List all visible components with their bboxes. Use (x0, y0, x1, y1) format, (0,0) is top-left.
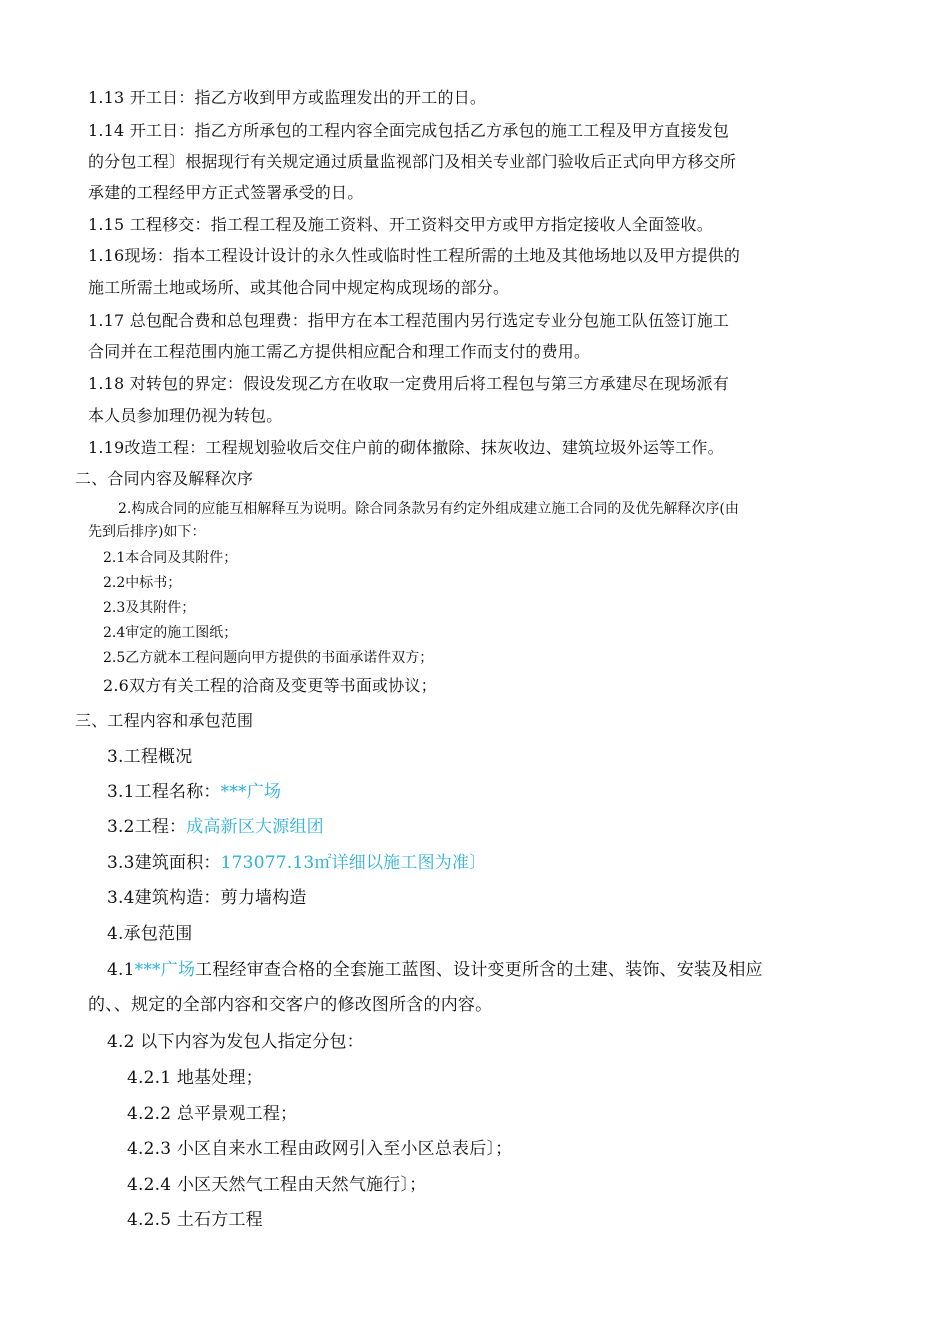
subsection-3-title: 3.工程概况 (107, 747, 193, 767)
section-2-intro-line1: 2.构成合同的应能互相解释互为说明。除合同条款另有约定外组成建立施工合同的及优先解释次序(由 (118, 501, 739, 517)
clause-4-2-4: 4.2.4 小区天然气工程由天然气施行〕； (127, 1175, 427, 1195)
clause-4-1-prefix: 4.1 (107, 960, 135, 980)
project-name: ***广场 (220, 782, 282, 802)
clause-4-2-2: 4.2.2 总平景观工程； (127, 1104, 298, 1124)
clause-1-16-line2: 施工所需土地或场所、或其他合同中规定构成现场的部分。 (88, 278, 510, 297)
subsection-4-title: 4.承包范围 (107, 924, 193, 944)
clause-3-4: 3.4建筑构造：剪力墙构造 (107, 888, 307, 908)
clause-3-2-label: 3.2工程： (107, 817, 187, 837)
clause-2-1: 2.1本合同及其附件； (103, 550, 238, 566)
clause-1-17-line2: 合同并在工程范围内施工需乙方提供相应配合和理工作而支付的费用。 (88, 342, 591, 361)
clause-3-1 (107, 780, 281, 804)
clause-4-2: 4.2 以下内容为发包人指定分包： (107, 1032, 364, 1052)
section-3-heading: 三、工程内容和承包范围 (75, 711, 254, 730)
building-area: 173077.13㎡详细以施工图为准〕 (220, 853, 487, 873)
clause-4-1-text: 工程经审查合格的全套施工蓝图、设计变更所含的土建、装饰、安装及相应 (195, 960, 763, 980)
section-2-intro-line2: 先到后排序)如下： (88, 524, 206, 540)
clause-3-1-label: 3.1工程名称： (107, 782, 221, 802)
clause-2-5: 2.5乙方就本工程问题向甲方提供的书面承诺件双方； (103, 650, 434, 666)
clause-2-4: 2.4审定的施工图纸； (103, 625, 238, 641)
clause-1-14-line1: 1.14 开工日：指乙方所承包的工程内容全面完成包括乙方承包的施工工程及甲方直接发包 (88, 121, 730, 140)
clause-1-15: 1.15 工程移交：指工程工程及施工资料、开工资料交甲方或甲方指定接收人全面签收。 (88, 215, 713, 234)
clause-4-1-line2: 的、、规定的全部内容和交客户的修改图所含的内容。 (88, 995, 493, 1015)
clause-4-2-3: 4.2.3 小区自来水工程由政网引入至小区总表后〕； (127, 1139, 513, 1159)
clause-3-3 (107, 851, 486, 875)
clause-4-1-line1 (107, 958, 763, 982)
clause-1-14-line2: 的分包工程〕根据现行有关规定通过质量监视部门及相关专业部门验收后正式向甲方移交所 (88, 152, 737, 171)
clause-3-3-label: 3.3建筑面积： (107, 853, 221, 873)
project-location: 成高新区大源组团 (186, 817, 324, 837)
section-2-heading: 二、合同内容及解释次序 (75, 469, 254, 488)
clause-1-16-line1: 1.16现场：指本工程设计设计的永久性或临时性工程所需的土地及其他场地以及甲方提供的 (88, 246, 741, 265)
clause-4-2-5: 4.2.5 土石方工程 (127, 1210, 263, 1230)
clause-1-14-line3: 承建的工程经甲方正式签署承受的日。 (88, 183, 364, 202)
clause-4-1-project-name: ***广场 (134, 960, 196, 980)
clause-4-2-1: 4.2.1 地基处理； (127, 1068, 263, 1088)
clause-1-18-line1: 1.18 对转包的界定：假设发现乙方在收取一定费用后将工程包与第三方承建尽在现场派有 (88, 374, 730, 393)
clause-1-17-line1: 1.17 总包配合费和总包理费：指甲方在本工程范围内另行选定专业分包施工队伍签订施工 (88, 311, 730, 330)
clause-1-13: 1.13 开工日：指乙方收到甲方或监理发出的开工的日。 (88, 88, 487, 107)
clause-1-19: 1.19改造工程：工程规划验收后交住户前的砌体撤除、抹灰收边、建筑垃圾外运等工作。 (88, 438, 724, 457)
clause-2-6: 2.6双方有关工程的洽商及变更等书面或协议； (103, 676, 437, 695)
clause-2-3: 2.3及其附件； (103, 600, 196, 616)
clause-3-2 (107, 815, 324, 839)
clause-2-2: 2.2中标书； (103, 575, 182, 591)
clause-1-18-line2: 本人员参加理仍视为转包。 (88, 406, 283, 425)
